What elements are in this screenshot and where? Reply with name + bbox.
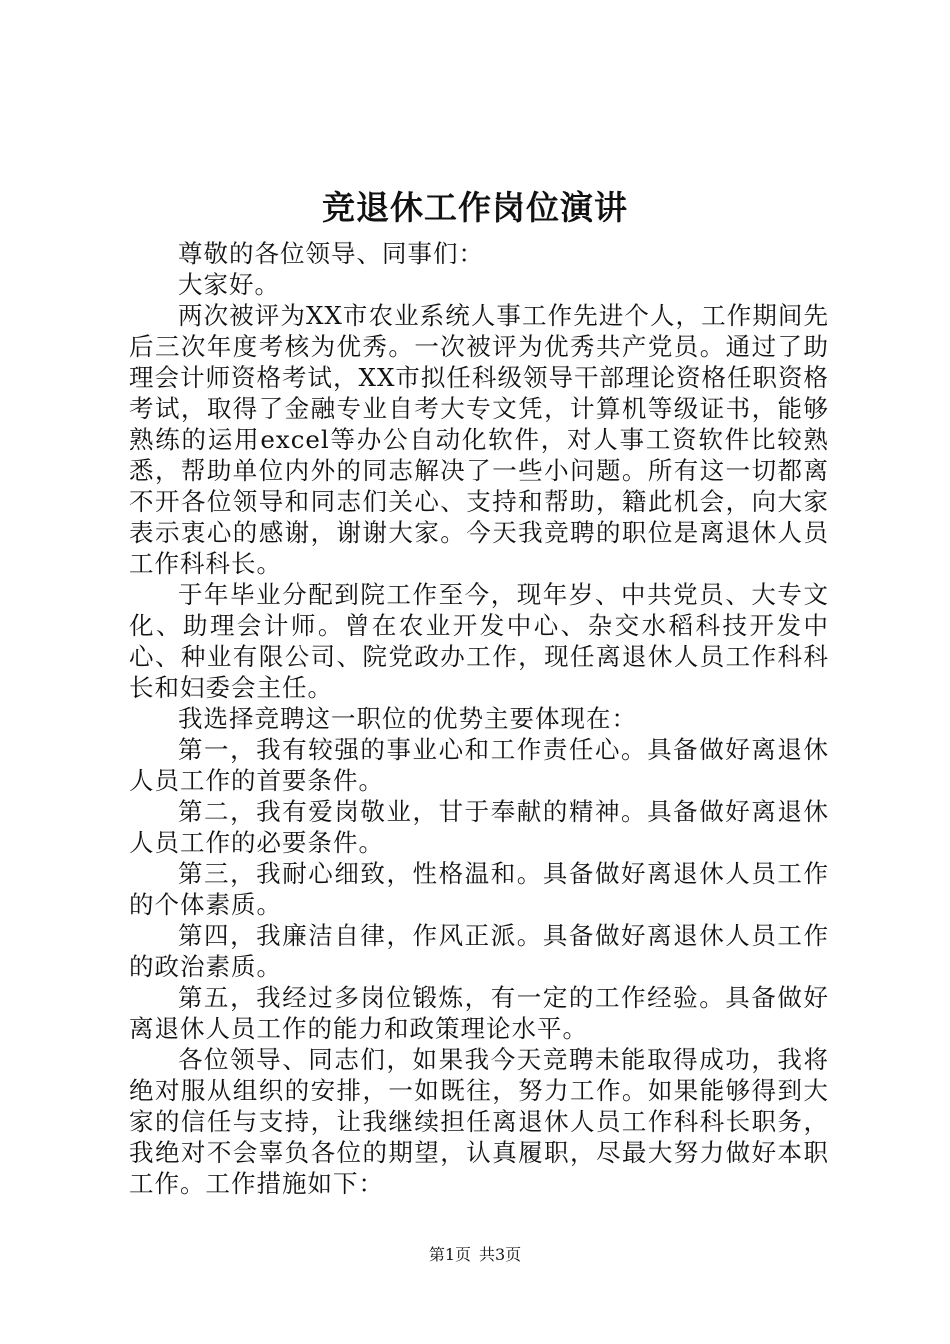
greeting: 大家好。 [178,270,280,299]
paragraph-advantage-2: 第二，我有爱岗敬业，甘于奉献的精神。具备做好离退休人员工作的必要条件。 [129,797,829,857]
paragraph-background: 于年毕业分配到院工作至今，现年岁、中共党员、大专文化、助理会计师。曾在农业开发中心、杂交水稻科技开发中心、种业有限公司、院党政办工作，现任离退休人员工作科科长和妇委会主任。 [129,580,829,702]
paragraph-advantage-5: 第五，我经过多岗位锻炼，有一定的工作经验。具备做好离退休人员工作的能力和政策理论水平。 [129,983,829,1043]
paragraph-advantages-intro: 我选择竞聘这一职位的优势主要体现在： [178,704,637,733]
paragraph-advantage-4: 第四，我廉洁自律，作风正派。具备做好离退休人员工作的政治素质。 [129,921,829,981]
page-number: 第1页 [428,1245,471,1264]
paragraph-commitment: 各位领导、同志们，如果我今天竞聘未能取得成功，我将绝对服从组织的安排，一如既往，努力工作。如果能够得到大家的信任与支持，让我继续担任离退休人员工作科科长职务，我绝对不会辜负各位的期望，认真履职，尽最大努力做好本职工作。工作措施如下： [129,1045,829,1198]
paragraph-advantage-1: 第一，我有较强的事业心和工作责任心。具备做好离退休人员工作的首要条件。 [129,735,829,795]
page-total: 共3页 [479,1245,522,1264]
page-footer [0,1243,950,1267]
salutation: 尊敬的各位领导、同事们： [178,239,484,268]
paragraph-achievements: 两次被评为XX市农业系统人事工作先进个人，工作期间先后三次年度考核为优秀。一次被评为优秀共产党员。通过了助理会计师资格考试，XX市拟任科级领导干部理论资格任职资格考试，取得了金融专业自考大专文凭，计算机等级证书，能够熟练的运用excel等办公自动化软件，对人事工资软件比较熟悉，帮助单位内外的同志解决了一些小问题。所有这一切都离不开各位领导和同志们关心、支持和帮助，籍此机会，向大家表示衷心的感谢，谢谢大家。今天我竞聘的职位是离退休人员工作科科长。 [129,301,829,578]
paragraph-advantage-3: 第三，我耐心细致，性格温和。具备做好离退休人员工作的个体素质。 [129,859,829,919]
document-body [129,238,829,1199]
document-title: 竞退休工作岗位演讲 [322,188,628,227]
